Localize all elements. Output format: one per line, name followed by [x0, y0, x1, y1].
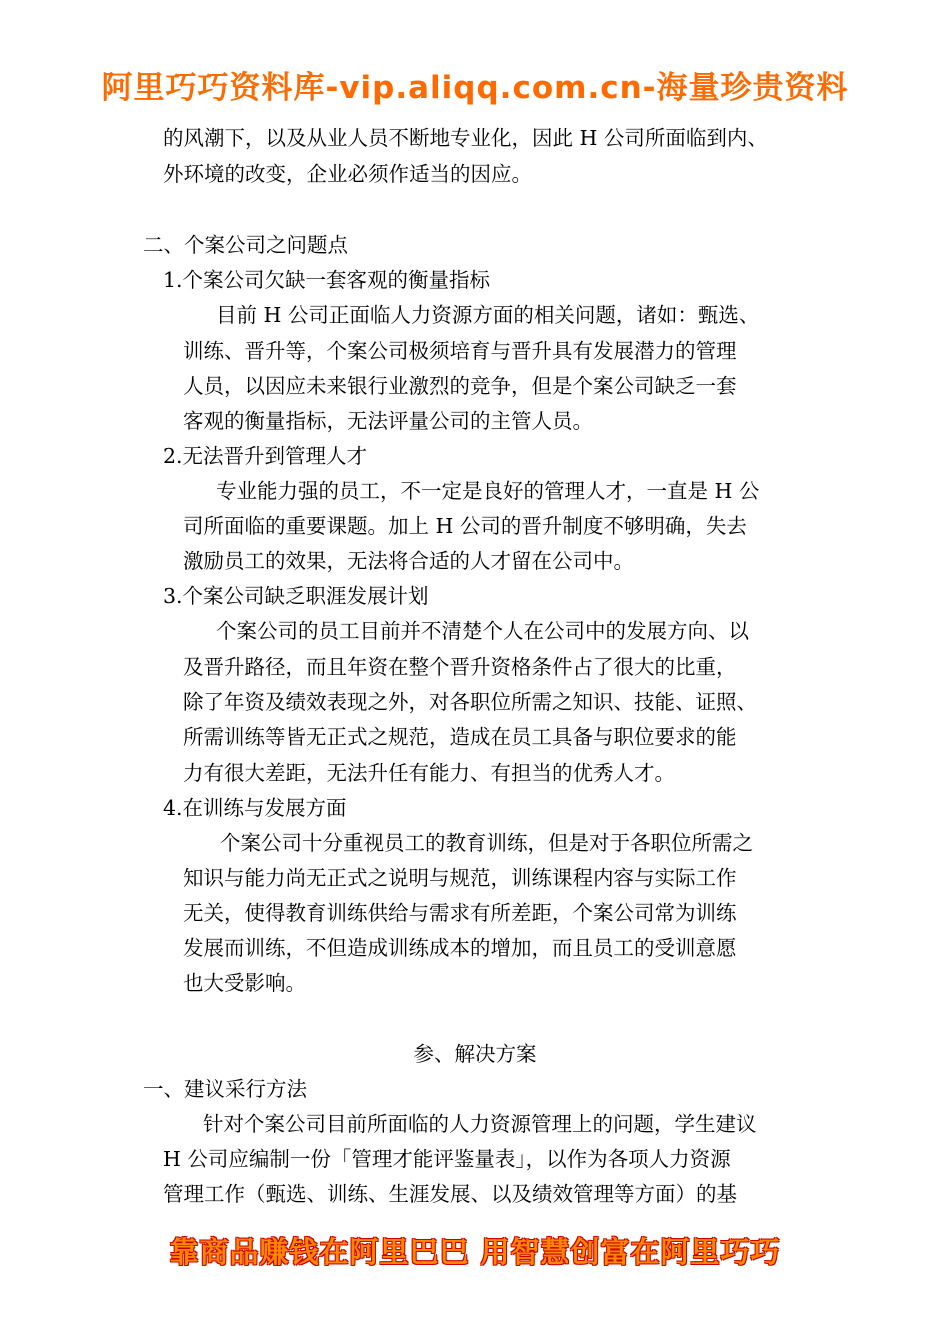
footer-banner: 靠商品赚钱在阿里巴巴 用智慧创富在阿里巧巧 — [169, 1235, 781, 1269]
text-line: 知识与能力尚无正式之说明与规范，训练课程内容与实际工作 — [183, 866, 737, 890]
chapter-heading: 参、解决方案 — [413, 1042, 537, 1066]
text-line: 目前 H 公司正面临人力资源方面的相关问题，诸如：甄选、 — [216, 303, 760, 327]
text-line: 个案公司的员工目前并不清楚个人在公司中的发展方向、以 — [216, 619, 749, 643]
text-line: 管理工作（甄选、训练、生涯发展、以及绩效管理等方面）的基 — [163, 1182, 737, 1206]
text-line: 外环境的改变，企业必须作适当的因应。 — [163, 162, 532, 186]
text-line: 及晋升路径，而且年资在整个晋升资格条件占了很大的比重， — [183, 655, 737, 679]
text-line: 所需训练等皆无正式之规范，造成在员工具备与职位要求的能 — [183, 725, 737, 749]
text-line: 的风潮下，以及从业人员不断地专业化，因此 H 公司所面临到内、 — [163, 126, 768, 150]
text-line: 力有很大差距，无法升任有能力、有担当的优秀人才。 — [183, 761, 675, 785]
text-line: 激励员工的效果，无法将合适的人才留在公司中。 — [183, 549, 634, 573]
text-line: 也大受影响。 — [183, 971, 306, 995]
text-line: 个案公司十分重视员工的教育训练，但是对于各职位所需之 — [220, 831, 753, 855]
section-heading: 二、个案公司之问题点 — [143, 233, 348, 257]
text-line: H 公司应编制一份「管理才能评鉴量表」，以作为各项人力资源 — [163, 1147, 731, 1171]
text-line: 训练、晋升等，个案公司极须培育与晋升具有发展潜力的管理 — [183, 339, 737, 363]
header-banner: 阿里巧巧资料库-vip.aliqq.com.cn-海量珍贵资料 — [101, 70, 849, 106]
subsection-heading: 4.在训练与发展方面 — [163, 796, 347, 820]
text-line: 人员，以因应未来银行业激烈的竞争，但是个案公司缺乏一套 — [183, 374, 737, 398]
text-line: 专业能力强的员工，不一定是良好的管理人才，一直是 H 公 — [216, 479, 760, 503]
text-line: 无关，使得教育训练供给与需求有所差距，个案公司常为训练 — [183, 901, 737, 925]
subsection-heading: 1.个案公司欠缺一套客观的衡量指标 — [163, 268, 491, 292]
subsection-heading: 3.个案公司缺乏职涯发展计划 — [163, 584, 429, 608]
text-line: 司所面临的重要课题。加上 H 公司的晋升制度不够明确，失去 — [183, 514, 747, 538]
text-line: 客观的衡量指标，无法评量公司的主管人员。 — [183, 409, 593, 433]
text-line: 发展而训练，不但造成训练成本的增加，而且员工的受训意愿 — [183, 936, 737, 960]
text-line: 针对个案公司目前所面临的人力资源管理上的问题，学生建议 — [203, 1112, 757, 1136]
text-line: 除了年资及绩效表现之外，对各职位所需之知识、技能、证照、 — [183, 690, 757, 714]
section-heading: 一、建议采行方法 — [143, 1077, 307, 1101]
subsection-heading: 2.无法晋升到管理人才 — [163, 444, 368, 468]
